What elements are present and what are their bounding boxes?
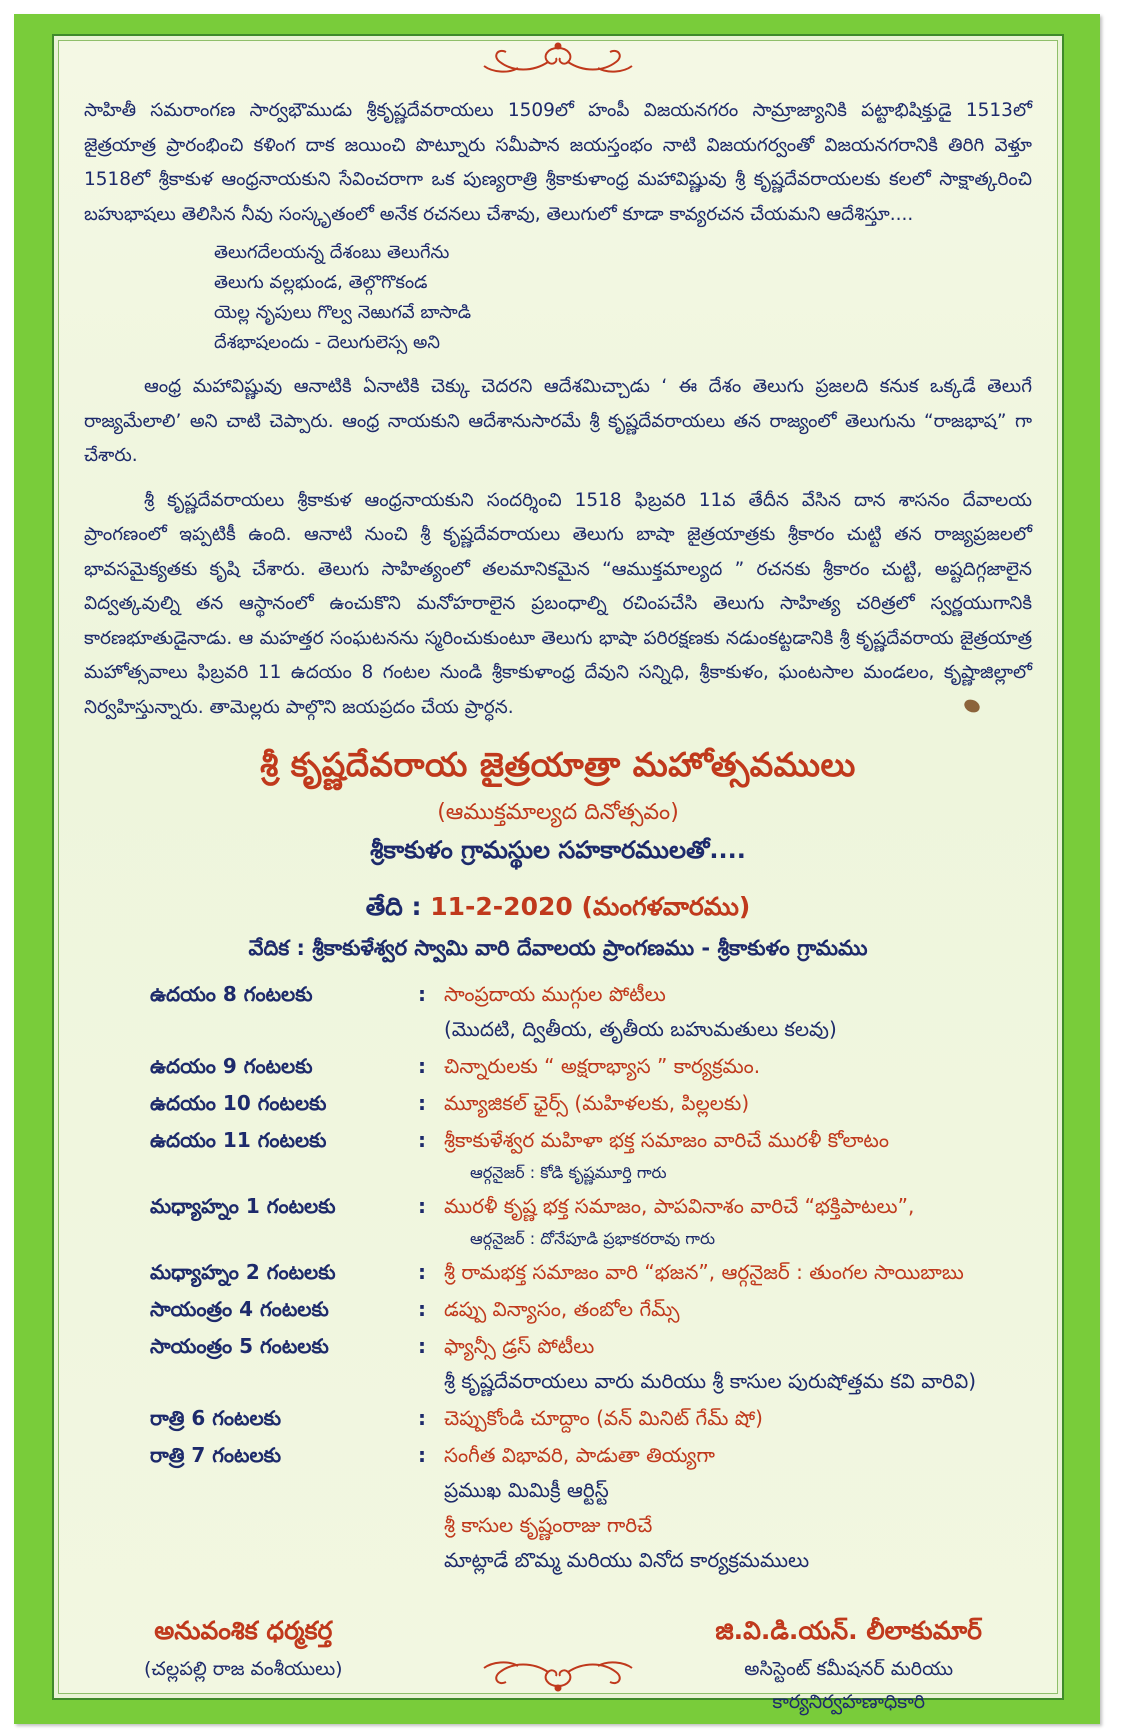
colon-separator: : — [418, 1194, 426, 1218]
officer-role: కార్యనిర్వహణాధికారి — [772, 1691, 926, 1713]
schedule-row — [84, 1406, 1032, 1435]
schedule-row — [84, 1260, 1032, 1289]
cooperation-line: శ్రీకాకుళం గ్రామస్థుల సహకారములతో.... — [370, 836, 746, 864]
schedule-time: రాత్రి 7 గంటలకు — [150, 1443, 282, 1467]
officer-signature — [715, 1616, 982, 1718]
event-subtext: శ్రీ కృష్ణదేవరాయలు వారు మరియు శ్రీ కాసుల పురుషోత్తమ కవి వారివి) — [444, 1369, 977, 1393]
verse-line: తెలుగు వల్లభుండ, తెల్గొగొకండ — [214, 272, 428, 293]
second-paragraph: ఆంధ్ర మహావిష్ణువు ఆనాటికి ఏనాటికి చెక్కు చెదరని ఆదేశమిచ్చాడు ‘ ఈ దేశం తెలుగు ప్రజలది కనుక ఒక్కడే తెలుగే రాజ్యమేలాలి’ అని చాటి చెప్పారు. ఆంధ్ర నాయకుని ఆదేశానుసారమే శ్రీ కృష్ణదేవరాయలు తన రాజ్యంలో తెలుగును “రాజభాష” గా చేశారు. — [84, 376, 1032, 466]
event-text: మ్యూజికల్ ఛైర్స్ (మహిళలకు, పిల్లలకు) — [444, 1091, 750, 1115]
schedule-row — [84, 1054, 1032, 1083]
colon-separator: : — [418, 1334, 426, 1358]
colon-separator: : — [418, 982, 426, 1006]
event-text: ఫ్యాన్సీ డ్రస్ పోటీలు — [444, 1334, 595, 1358]
verse-line: యెల్ల నృపులు గొల్వ నెఱుగవే బాసాడి — [214, 302, 472, 323]
event-text: సంగీత విభావరి, పాడుతా తియ్యగా — [444, 1443, 715, 1467]
colon-separator: : — [418, 1406, 426, 1430]
schedule-event — [444, 1297, 1032, 1326]
event-text: డప్పు విన్యాసం, తంబోల గేమ్స్ — [444, 1297, 680, 1321]
colon-separator: : — [418, 1091, 426, 1115]
schedule-event — [444, 1091, 1032, 1120]
verse-line: తెలుగదేలయన్న దేశంబు తెలుగేను — [214, 242, 450, 263]
trustee-title: అనువంశిక ధర్మకర్త — [154, 1616, 333, 1645]
event-subtext: మాట్లాడే బొమ్మ మరియు వినోద కార్యక్రమములు — [444, 1548, 810, 1572]
colon-separator: : — [418, 1443, 426, 1467]
schedule-row — [84, 1128, 1032, 1186]
colon-separator: : — [418, 1297, 426, 1321]
top-ornament-icon — [478, 42, 638, 78]
schedule-time: సాయంత్రం 5 గంటలకు — [150, 1334, 329, 1358]
schedule-event — [444, 1260, 1032, 1289]
event-text: శ్రీ రామభక్త సమాజం వారి “భజన”, ఆర్గనైజర్ : తుంగల సాయిబాబు — [444, 1260, 964, 1284]
festival-title: శ్రీ కృష్ణదేవరాయ జైత్రయాత్రా మహోత్సవములు — [260, 745, 856, 784]
event-subtext: ప్రముఖ మిమిక్రీ ఆర్టిస్ట్ — [444, 1478, 609, 1502]
schedule-time: ఉదయం 11 గంటలకు — [150, 1128, 327, 1152]
event-subtext: శ్రీ కాసుల కృష్ణంరాజు గారిచే — [444, 1513, 653, 1537]
event-venue: వేదిక : శ్రీకాకుళేశ్వర స్వామి వారి దేవాలయ ప్రాంగణము - శ్రీకాకుళం గ్రామము — [248, 936, 868, 960]
schedule-event — [444, 1194, 1032, 1252]
colon-separator: : — [418, 1128, 426, 1152]
schedule-time: మధ్యాహ్నం 2 గంటలకు — [150, 1260, 336, 1284]
festival-subtitle: (ఆముక్తమాల్యద దినోత్సవం) — [437, 800, 679, 825]
intro-paragraph: సాహితీ సమరాంగణ సార్వభౌముడు శ్రీకృష్ణదేవరాయలు 1509లో హంపీ విజయనగరం సామ్రాజ్యానికి పట్టాభిషిక్తుడై 1513లో జైత్రయాత్ర ప్రారంభించి కళింగ దాక జయించి పొట్నూరు సమీపాన జయస్తంభం నాటి విజయగర్వంతో విజయనగరానికి తిరిగి వెళ్తూ 1518లో శ్రీకాకుళ ఆంధ్రనాయకుని సేవించరాగా ఒక పుణ్యరాత్రి శ్రీకాకుళాంధ్ర మహావిష్ణువు శ్రీ కృష్ణదేవరాయలకు కలలో సాక్షాత్కరించి బహుభాషలు తెలిసిన నీవు సంస్కృతంలో అనేక రచనలు చేశావు, తెలుగులో కూడా కావ్యరచన చేయమని ఆదేశిస్తూ.... — [84, 100, 1032, 225]
bottom-ornament-icon — [478, 1656, 638, 1692]
pamphlet-sheet — [14, 14, 1100, 1724]
trustee-subtitle: (చల్లపల్లి రాజ వంశీయులు) — [144, 1658, 343, 1680]
event-organizer: ఆర్గనైజర్ : దోనేపూడి ప్రభాకరరావు గారు — [470, 1229, 716, 1248]
schedule-event — [444, 1128, 1032, 1186]
schedule-row — [84, 1297, 1032, 1326]
schedule-list — [84, 982, 1032, 1577]
colon-separator: : — [418, 1260, 426, 1284]
content-panel — [52, 34, 1064, 1713]
schedule-event — [444, 982, 1032, 1046]
schedule-time: ఉదయం 10 గంటలకు — [150, 1091, 327, 1115]
schedule-event — [444, 1443, 1032, 1577]
event-text: చెప్పుకోండి చూద్దాం (వన్ మినిట్ గేమ్ షో) — [444, 1406, 763, 1430]
event-subtext: (మొదటి, ద్వితీయ, తృతీయ బహుమతులు కలవు) — [444, 1017, 837, 1041]
schedule-event — [444, 1054, 1032, 1083]
schedule-row — [84, 1443, 1032, 1577]
officer-designation: అసిస్టెంట్ కమీషనర్ మరియు — [744, 1658, 954, 1680]
schedule-row — [84, 982, 1032, 1046]
trustee-signature — [144, 1616, 343, 1685]
schedule-time: మధ్యాహ్నం 1 గంటలకు — [150, 1194, 336, 1218]
main-content — [84, 94, 1032, 1585]
schedule-row — [84, 1194, 1032, 1252]
verse-line: దేశభాషలందు - దెలుగులెస్స అని — [214, 332, 441, 353]
schedule-time: సాయంత్రం 4 గంటలకు — [150, 1297, 329, 1321]
schedule-event — [444, 1334, 1032, 1398]
event-text: శ్రీకాకుళేశ్వర మహిళా భక్త సమాజం వారిచే మురళీ కోలాటం — [444, 1128, 889, 1152]
event-text: సాంప్రదాయ ముగ్గుల పోటీలు — [444, 982, 666, 1006]
schedule-time: రాత్రి 6 గంటలకు — [150, 1406, 282, 1430]
schedule-event — [444, 1406, 1032, 1435]
schedule-time: ఉదయం 9 గంటలకు — [150, 1054, 313, 1078]
schedule-time: ఉదయం 8 గంటలకు — [150, 982, 313, 1006]
officer-name: జి.వి.డి.యన్. లీలాకుమార్ — [715, 1616, 982, 1645]
date-value: 11-2-2020 (మంగళవారము) — [430, 892, 751, 921]
event-date — [84, 892, 1032, 928]
event-text: మురళీ కృష్ణ భక్త సమాజం, పాపవినాశం వారిచే “భక్తిపాటలు”, — [444, 1194, 915, 1218]
colon-separator: : — [418, 1054, 426, 1078]
schedule-row — [84, 1091, 1032, 1120]
event-text: చిన్నారులకు “ అక్షరాభ్యాస ” కార్యక్రమం. — [444, 1054, 761, 1078]
event-organizer: ఆర్గనైజర్ : కోడి కృష్ణమూర్తి గారు — [470, 1163, 667, 1182]
date-label: తేది : — [365, 892, 422, 921]
poem-verse — [214, 238, 1032, 358]
third-paragraph: శ్రీ కృష్ణదేవరాయలు శ్రీకాకుళ ఆంధ్రనాయకుని సందర్శించి 1518 ఫిబ్రవరి 11వ తేదీన వేసిన దాన శాసనం దేవాలయ ప్రాంగణంలో ఇప్పటికీ ఉంది. ఆనాటి నుంచి శ్రీ కృష్ణదేవరాయలు తెలుగు బాషా జైత్రయాత్రకు శ్రీకారం చుట్టి తన రాజ్యప్రజలలో భావసమైక్యతకు కృషి చేశారు. తెలుగు సాహిత్యంలో తలమానికమైన “ఆముక్తమాల్యద ” రచనకు శ్రీకారం చుట్టి, అష్టదిగ్గజాలైన విద్వత్కవుల్ని తన ఆస్థానంలో ఉంచుకొని మనోహరాలైన ప్రబంధాల్ని రచింపచేసి తెలుగు సాహిత్య చరిత్రలో స్వర్ణయుగానికి కారణభూతుడైనాడు. ఆ మహత్తర సంఘటనను స్మరించుకుంటూ తెలుగు భాషా పరిరక్షణకు నడుంకట్టడానికి శ్రీ కృష్ణదేవరాయ జైత్రయాత్ర మహోత్సవాలు ఫిబ్రవరి 11 ఉదయం 8 గంటల నుండి శ్రీకాకుళాంధ్ర దేవుని సన్నిధి, శ్రీకాకుళం, ఘంటసాల మండలం, కృష్ణాజిల్లాలో నిర్వహిస్తున్నారు. తామెల్లరు పాల్గొని జయప్రదం చేయ ప్రార్ధన. — [84, 489, 1032, 718]
schedule-row — [84, 1334, 1032, 1398]
